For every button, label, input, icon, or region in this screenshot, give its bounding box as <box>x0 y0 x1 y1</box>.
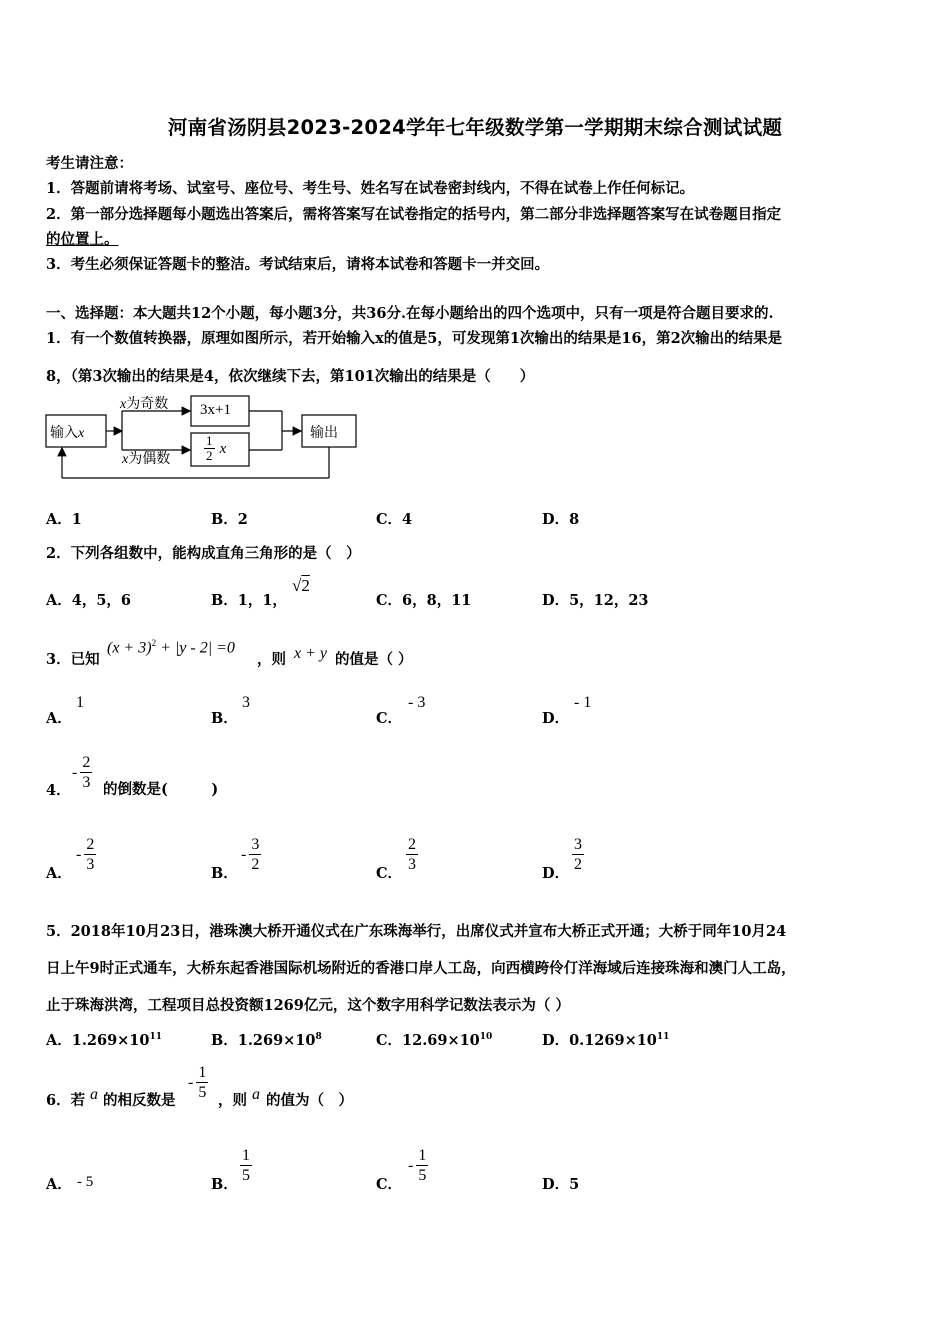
notice-item-2: 2．第一部分选择题每小题选出答案后，需将答案写在试卷指定的括号内，第二部分非选择题答案写在试卷题目指定 <box>46 206 782 223</box>
q4-label-d: D． <box>542 865 570 882</box>
q5-option-c: C．$12.69\times 10^{10}$ <box>376 1032 493 1049</box>
q4-suffix: 的倒数是( ) <box>103 781 219 798</box>
diagram-output-box: 输出 <box>310 425 338 441</box>
notice-item-1: 1．答题前请将考场、试室号、座位号、考生号、姓名写在试卷密封线内，不得在试卷上作任何标记。 <box>46 180 695 197</box>
notice-item-3: 3．考生必须保证答题卡的整洁。考试结束后，请将本试卷和答题卡一并交回。 <box>46 256 550 273</box>
q4-label-c: C． <box>376 865 403 882</box>
q2-option-a: A．4，5，6 <box>46 592 132 609</box>
q6-fraction: - $\frac{1}{5}$ <box>188 1064 207 1101</box>
q6-label-c: C． <box>376 1176 403 1193</box>
q5-stem-line3: 止于珠海洪湾，工程项目总投资额1269亿元，这个数字用科学记数法表示为（ ） <box>46 997 570 1014</box>
q3-value-c: - 3 <box>408 694 426 711</box>
section-heading: 一、选择题：本大题共12个小题，每小题3分，共36分.在每小题给出的四个选项中，只有一项是符合题目要求的. <box>46 305 774 322</box>
q6-mid: 的相反数是 <box>103 1092 176 1109</box>
q6-label-a: A． <box>46 1176 72 1193</box>
q4-value-b: - $\frac{3}{2}$ <box>241 836 260 873</box>
q4-number: 4． <box>46 782 71 799</box>
q3-label-b: B． <box>211 710 238 727</box>
q5-option-a: A．$1.269\times 10^{11}$ <box>46 1032 163 1049</box>
q6-mid2: ，则 <box>218 1092 247 1109</box>
q3-value-d: - 1 <box>574 694 592 711</box>
notice-heading: 考生请注意： <box>46 155 133 172</box>
q1-option-c: C．4 <box>376 511 413 528</box>
q2-option-d: D．5，12，23 <box>542 592 649 609</box>
q3-mid: ，则 <box>257 651 286 668</box>
q3-xy: x + y <box>294 645 327 662</box>
q6-value-c: - $\frac{1}{5}$ <box>408 1147 427 1184</box>
diagram-input-box: 输入x <box>50 425 85 441</box>
q5-stem-line2: 日上午9时正式通车，大桥东起香港国际机场附近的香港口岸人工岛，向西横跨伶仃洋海域后连接珠海和澳门人工岛， <box>46 960 796 977</box>
q3-equation: $(x + 3)^2 + |y - 2| =0$ <box>107 638 235 657</box>
q1-stem-line2: 8，（第3次输出的结果是4，依次继续下去，第101次输出的结果是（ ） <box>46 368 535 385</box>
q6-label-b: B． <box>211 1176 238 1193</box>
q6-option-d: D．5 <box>542 1176 580 1193</box>
q2-option-b: B．1，1， <box>211 592 287 609</box>
q3-suffix: 的值是（ ） <box>335 651 413 668</box>
q5-option-d: D．$0.1269\times 10^{11}$ <box>542 1032 670 1049</box>
diagram-odd-op: 3x+1 <box>200 402 231 418</box>
q4-value-d: $\frac{3}{2}$ <box>574 836 582 873</box>
q2-option-b-sqrt: √2 <box>292 576 310 595</box>
q6-prefix: 6．若 <box>46 1092 86 1109</box>
q4-fraction: - $\frac{2}{3}$ <box>72 754 91 791</box>
q3-value-a: 1 <box>76 694 84 711</box>
q6-value-a: - 5 <box>77 1174 94 1190</box>
q6-var-a: a <box>90 1086 98 1103</box>
q6-suffix: 的值为（ ） <box>266 1092 353 1109</box>
q2-option-c: C．6，8，11 <box>376 592 472 609</box>
q3-label-c: C． <box>376 710 403 727</box>
q3-label-d: D． <box>542 710 570 727</box>
diagram-even-op: $\frac{1}{2}$ x <box>206 433 227 463</box>
q5-stem-line1: 5．2018年10月23日，港珠澳大桥开通仪式在广东珠海举行，出席仪式并宣布大桥正式开通；大桥于同年10月24 <box>46 923 787 940</box>
q1-option-a: A．1 <box>46 511 82 528</box>
q1-option-d: D．8 <box>542 511 580 528</box>
q4-value-c: $\frac{2}{3}$ <box>408 836 416 873</box>
converter-diagram <box>40 388 370 484</box>
q4-label-a: A． <box>46 865 72 882</box>
q3-value-b: 3 <box>242 694 250 711</box>
q6-var-a-2: a <box>252 1086 260 1103</box>
q6-value-b: $\frac{1}{5}$ <box>242 1147 250 1184</box>
q4-label-b: B． <box>211 865 238 882</box>
q2-stem: 2．下列各组数中，能构成直角三角形的是（ ） <box>46 545 361 562</box>
q4-value-a: - $\frac{2}{3}$ <box>76 836 95 873</box>
page-title: 河南省汤阴县2023-2024学年七年级数学第一学期期末综合测试试题 <box>167 116 783 139</box>
q5-option-b: B．$1.269\times 10^8$ <box>211 1032 322 1049</box>
q1-stem-line1: 1．有一个数值转换器，原理如图所示，若开始输入x的值是5，可发现第1次输出的结果是16，第2次输出的结果是 <box>46 330 783 347</box>
q3-label-a: A． <box>46 710 72 727</box>
q3-prefix: 3．已知 <box>46 651 100 668</box>
notice-item-2-cont: 的位置上。 <box>46 231 119 248</box>
q1-option-b: B．2 <box>211 511 248 528</box>
diagram-odd-label: x为奇数 <box>120 396 169 412</box>
diagram-even-label: x为偶数 <box>122 451 171 467</box>
